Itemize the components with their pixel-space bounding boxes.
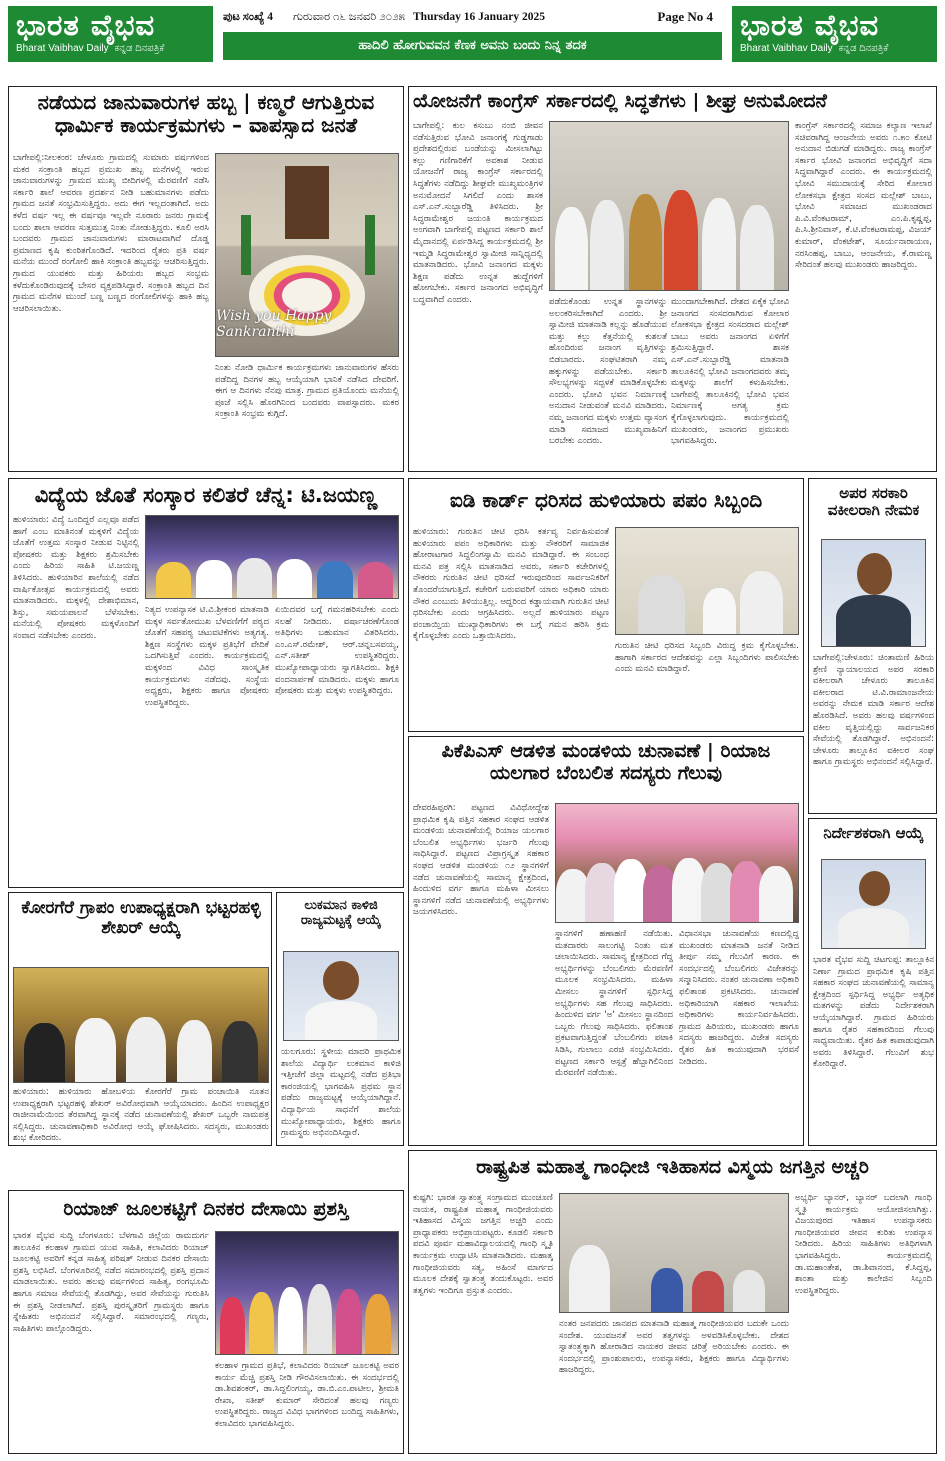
article-pkps-election: [408, 736, 804, 1146]
article-body-2: ನಿತ್ಯದ ಉಪನ್ಯಾಸಕ ಟಿ.ವಿ.ಶ್ರೀಕಂಠ ಮಾತನಾಡಿ ಮಕ್ಕಳ ಸರ್ವತೋಮುಖ ಬೆಳವಣಿಗೆಗೆ ಪಠ್ಯದ ಜೊತೆಗೆ ಸಹಪಠ್ಯ ಚಟುವಟಿಕೆಗಳು ಅತ್ಯಗತ್ಯ. ಶಿಕ್ಷಣ ಸಂಸ್ಥೆಗಳು ಮಕ್ಕಳ ಪ್ರತಿಭೆಗೆ ವೇದಿಕೆ ಒದಗಿಸುತ್ತಿವೆ ಎಂದರು. ಕಾರ್ಯಕ್ರಮದಲ್ಲಿ ಮಕ್ಕಳಿಂದ ವಿವಿಧ ಸಾಂಸ್ಕೃತಿಕ ಕಾರ್ಯಕ್ರಮಗಳು ನಡೆದವು. ಸಂಸ್ಥೆಯ ಅಧ್ಯಕ್ಷರು, ಶಿಕ್ಷಕರು ಹಾಗೂ ಪೋಷಕರು ಉಪಸ್ಥಿತರಿದ್ದರು.: [145, 605, 269, 708]
article-body-3: ಏಯಿದವರ ಬಗ್ಗೆ ಗಮನಹರಿಸಬೇಕು ಎಂದು ಸಲಹೆ ನೀಡಿದರು. ವರ್ಷಾಚರಣೆಗೊಂಡ ಅತಿಥಿಗಳು ಬಹುಮಾನ ವಿತರಿಸಿದರು. ಎಂ.ಎಸ್.ರಮೇಶ್, ಆರ್.ಚನ್ನಬಸವಯ್ಯ, ಎನ್.ಸತೀಶ್ ಉಪಸ್ಥಿತರಿದ್ದರು. ಮುಖ್ಯೋಪಾಧ್ಯಾಯರು ಸ್ವಾಗತಿಸಿದರು. ಶಿಕ್ಷಕಿ ವಂದನಾರ್ಪಣೆ ಮಾಡಿದರು. ಮಕ್ಕಳು ಹಾಗೂ ಪೋಷಕರು ಮತ್ತು ಮಕ್ಕಳು ಉಪಸ್ಥಿತರಿದ್ದರು.: [275, 605, 399, 697]
brand-subtitle: Bharat Vaibhav Daily ಕನ್ನಡ ದಿನಪತ್ರಿಕೆ: [16, 43, 165, 54]
headline: ಐಡಿ ಕಾರ್ಡ್ ಧರಿಸದ ಹುಳಿಯಾರು ಪಪಂ ಸಿಬ್ಬಂದಿ: [449, 488, 763, 512]
headline: ರಾಷ್ಟ್ರಪಿತ ಮಹಾತ್ಮ ಗಾಂಧೀಜಿ ಇತಿಹಾಸದ ವಿಸ್ಮಯ ಜಗತ್ತಿನ ಅಚ್ಚರಿ: [476, 1156, 869, 1178]
tagline: ಹಾದಿಲಿ ಹೋಗುವವನ ಕೆಣಕ ಅವನು ಬಂದು ನಿನ್ನ ತದಕ: [223, 32, 722, 60]
article-body-cont: ನಿಂತು ನೋಡಿ ಧಾರ್ಮಿಕ ಕಾರ್ಯಕ್ರಮಗಳು ಜಾನುವಾರುಗಳ ಹೆಸರು ಪಡೆದಿದ್ದ ದಿನಗಳ ಹಬ್ಬ ಆಯ್ಕೆಯಾಗಿ ಭಾನಿಕೆ ನಡೆಸಿದ ದೇವರಿಗೆ. ಈಗ ಆ ದಿನಗಳು ನೆನಪು ಮಾತ್ರ. ಗ್ರಾಮದ ಪ್ರತಿಯೊಂದು ಮನೆಯಲ್ಲಿ ಪೂಜೆ ಸಲ್ಲಿಸಿ ಹೊರಗಿನಿಂದ ಬಂದವರು ವಾಪಸ್ಸಾದರು. ಮಕರ ಸಂಕ್ರಾಂತಿ ಸಂಭ್ರಮ ಕುಗ್ಗಿದೆ.: [215, 363, 399, 420]
article-body-4: ಕಾಂಗ್ರೆಸ್ ಸರ್ಕಾರದಲ್ಲಿ ಸಮಾಜ ಕಲ್ಯಾಣ ಇಲಾಖೆ ಸಚಿವರಾಗಿದ್ದ ಆಂಜನೇಯ ಅವರು ೧.೫೦ ಕೋಟಿ ಅನುದಾನ ಬಿಡುಗಡೆ ಮಾಡಿದ್ದರು. ರಾಜ್ಯ ಕಾಂಗ್ರೆಸ್ ಸರ್ಕಾರ ಭೋವಿ ಜನಾಂಗದ ಅಭಿವೃದ್ಧಿಗೆ ಸದಾ ಸಿದ್ಧವಾಗಿದ್ದಾರೆ ಎಂದರು. ಈ ಕಾರ್ಯಕ್ರಮದಲ್ಲಿ ಭೋವಿ ಸಮುದಾಯಕ್ಕೆ ಸೇರಿದ ಕೋಲಾರ ಲೋಕಸಭಾ ಕ್ಷೇತ್ರದ ಸಂಸದ ಮಲ್ಲೇಶ್ ಬಾಬು, ಭೋವಿ ಸಮಾಜದ ಮುಖಂಡರಾದ ಪಿ.ವಿ.ವೆಂಕಟರಾಮ್, ಎಂ.ಪಿ.ಕೃಷ್ಣಪ್ಪ, ಪಿ.ಸಿ.ಶ್ರೀನಿವಾಸ್, ಕೆ.ಟಿ.ವೆಂಕಟರಾಮಪ್ಪ, ವಿಜಯ್ ಕುಮಾರ್, ವೆಂಕಟೇಶ್, ಸೂರ್ಯನಾರಾಯಣ, ನರಸಿಂಹಪ್ಪ, ಬಾಬು, ಆಂಜನೇಯ, ಕೆ.ರಾಮಣ್ಣ ಸೇರಿದಂತೆ ಹಲವು ಮುಖಂಡರು ಹಾಜರಿದ್ದರು.: [795, 121, 932, 271]
photo-memorandum: [615, 527, 799, 635]
brand-subtitle: Bharat Vaibhav Daily ಕನ್ನಡ ದಿನಪತ್ರಿಕೆ: [740, 43, 889, 54]
photo-rangoli: [215, 153, 399, 357]
article-body-3: ಅಭ್ಯರ್ಥಿ ಬ್ಯಾನರ್, ಬ್ಯಾನರ್ ಬದಲಾಗಿ ಗಾಂಧಿ ಸ್ಮೃತಿ ಕಾರ್ಯಕ್ರಮ ಆಯೋಜಿಸಲಾಗಿತ್ತು. ವಿಜಯಪುರದ ಇತಿಹಾಸ ಉಪನ್ಯಾಸಕರು ಗಾಂಧೀಜಿಯವರ ಜೀವನ ಕುರಿತು ಉಪನ್ಯಾಸ ನೀಡಿದರು. ಹಿರಿಯ ಸಾಹಿತಿಗಳು ಅತಿಥಿಗಳಾಗಿ ಭಾಗವಹಿಸಿದ್ದರು. ಕಾರ್ಯಕ್ರಮದಲ್ಲಿ ಡಾ.ಮಹಾಂತೇಶ, ಡಾ.ಶಿವಾನಂದ, ಕೆ.ಸಿದ್ದಪ್ಪ, ಶಾಂತಾ ಮತ್ತು ಕಾಲೇಜಿನ ಸಿಬ್ಬಂದಿ ಉಪಸ್ಥಿತರಿದ್ದರು.: [795, 1193, 932, 1296]
article-body: ಹುಳಿಯಾರು: ಗುರುತಿನ ಚೀಟಿ ಧರಿಸಿ ಕರ್ತವ್ಯ ನಿರ್ವಹಿಸುವಂತೆ ಹುಳಿಯಾರು ಪಪಂ ಅಧಿಕಾರಿಗಳು ಮತ್ತು ನೌಕರರಿಗೆ ಸಾಮಾಜಿಕ ಹೋರಾಟಗಾರ ಸಿದ್ದಲಿಂಗಸ್ವಾಮಿ ಮನವಿ ಮಾಡಿದ್ದಾರೆ. ಈ ಸಂಬಂಧ ಮನವಿ ಪತ್ರ ಸಲ್ಲಿಸಿ ಮಾತನಾಡಿದ ಅವರು, ಸರ್ಕಾರಿ ಕಚೇರಿಗಳಲ್ಲಿ ನೌಕರರು ಗುರುತಿನ ಚೀಟಿ ಧರಿಸದೆ ಇರುವುದರಿಂದ ಸಾರ್ವಜನಿಕರಿಗೆ ತೊಂದರೆಯಾಗುತ್ತಿದೆ. ಕಚೇರಿಗೆ ಬರುವವರಿಗೆ ಯಾರು ಅಧಿಕಾರಿ ಯಾರು ನೌಕರ ಎಂಬುದು ತಿಳಿಯುತ್ತಿಲ್ಲ. ಆದ್ದರಿಂದ ಕಡ್ಡಾಯವಾಗಿ ಗುರುತಿನ ಚೀಟಿ ಧರಿಸಬೇಕು ಎಂದು ಆಗ್ರಹಿಸಿದರು. ಅಲ್ಲದೆ ಹುಳಿಯಾರು ಪಟ್ಟಣ ಪಂಚಾಯ್ತಿಯ ಮುಖ್ಯಾಧಿಕಾರಿಗಳು ಈ ಬಗ್ಗೆ ಗಮನ ಹರಿಸಿ ಕ್ರಮ ಕೈಗೊಳ್ಳಬೇಕು ಎಂದು ಒತ್ತಾಯಿಸಿದರು.: [413, 527, 609, 642]
brand-name: ಭಾರತ ವೈಭವ: [740, 8, 880, 42]
headline: ವಿದ್ಯೆಯ ಜೊತೆ ಸಂಸ್ಕಾರ ಕಲಿತರೆ ಚೆನ್ನ: ಟಿ.ಜಯಣ್ಣ: [34, 483, 378, 507]
article-body: ದೇವರಹಿಪ್ಪರಗಿ: ಪಟ್ಟಣದ ವಿವಿಧೋದ್ದೇಶ ಪ್ರಾಥಮಿಕ ಕೃಷಿ ಪತ್ತಿನ ಸಹಕಾರ ಸಂಘದ ಆಡಳಿತ ಮಂಡಳಿಯ ಚುನಾವಣೆಯಲ್ಲಿ ರಿಯಾಜ ಯಲಗಾರ ಬೆಂಬಲಿತ ಅಭ್ಯರ್ಥಿಗಳು ಭರ್ಜರಿ ಗೆಲುವು ಸಾಧಿಸಿದ್ದಾರೆ. ಪಟ್ಟಣದ ವಿಪ್ರಾಗ್ರಸ್ಕೃತ ಸಹಕಾರ ಸಂಘದ ಆಡಳಿತ ಮಂಡಳಿಯ ೧೨ ಸ್ಥಾನಗಳಿಗೆ ನಡೆದ ಚುನಾವಣೆಯಲ್ಲಿ ಸಾಮಾನ್ಯ ಕ್ಷೇತ್ರದಿಂದ, ಹಿಂದುಳಿದ ವರ್ಗ ಹಾಗೂ ಮಹಿಳಾ ಮೀಸಲು ಸ್ಥಾನಗಳಿಗೆ ನಡೆದ ಚುನಾವಣೆಯಲ್ಲಿ ಅಭ್ಯರ್ಥಿಗಳು ಜಯಗಳಿಸಿದರು.: [413, 803, 549, 918]
article-body: ಕುಷ್ಟಗಿ: ಭಾರತ ಸ್ವಾತಂತ್ರ್ಯ ಸಂಗ್ರಾಮದ ಮುಂಚೂಣಿ ನಾಯಕ, ರಾಷ್ಟ್ರಪಿತ ಮಹಾತ್ಮ ಗಾಂಧೀಜಿಯವರು ಇತಿಹಾಸದ ವಿಸ್ಮಯ ಜಗತ್ತಿನ ಅಚ್ಚರಿ ಎಂದು ಪ್ರಾಧ್ಯಾಪಕರು ಅಭಿಪ್ರಾಯಪಟ್ಟರು. ಕೂಡಲಿ ಸರ್ಕಾರಿ ಪದವಿ ಪೂರ್ವ ಮಹಾವಿದ್ಯಾಲಯದಲ್ಲಿ ಗಾಂಧಿ ಸ್ಮೃತಿ ಕಾರ್ಯಕ್ರಮ ಉದ್ಘಾಟಿಸಿ ಮಾತನಾಡಿದರು. ಮಹಾತ್ಮ ಗಾಂಧೀಜಿಯವರು ಸತ್ಯ, ಅಹಿಂಸೆ ಮಾರ್ಗದ ಮೂಲಕ ದೇಶಕ್ಕೆ ಸ್ವಾತಂತ್ರ್ಯ ತಂದುಕೊಟ್ಟರು. ಅವರ ತತ್ವಗಳು ಇಂದಿಗೂ ಪ್ರಸ್ತುತ ಎಂದರು.: [413, 1193, 553, 1296]
headline: ಯೋಜನೆಗೆ ಕಾಂಗ್ರೆಸ್ ಸರ್ಕಾರದಲ್ಲಿ ಸಿದ್ಧತೆಗಳು | ಶೀಘ್ರ ಅನುಮೋದನೆ: [413, 90, 827, 112]
article-body-3: ಮುಂದಾಗಬೇಕಾಗಿದೆ. ದೇಶದ ಏಕೈಕ ಭೋವಿ ಜನಾಂಗದ ಸಂಸದರಾಗಿರುವ ಕೋಲಾರ ಲೋಕಸಭಾ ಕ್ಷೇತ್ರದ ಸಂಸದರಾದ ಮಲ್ಲೇಶ್ ಬಾಬು ಅವರು ಜನಾಂಗದ ಏಳಿಗೆಗೆ ಶ್ರಮಿಸುತ್ತಿದ್ದಾರೆ. ಶಾಸಕ ಎಸ್.ಎನ್.ಸುಬ್ಬಾರೆಡ್ಡಿ ಮಾತನಾಡಿ ತಾಲೂಕಿನಲ್ಲಿ ಭೋವಿ ಜನಾಂಗದವರು ತಮ್ಮ ಮಕ್ಕಳನ್ನು ಶಾಲೆಗೆ ಕಳುಹಿಸಬೇಕು. ಬಾಗೇಪಲ್ಲಿ ತಾಲೂಕಿನಲ್ಲಿ ಭೋವಿ ಭವನ ನಿರ್ಮಾಣಕ್ಕೆ ಅಗತ್ಯ ಕ್ರಮ ಕೈಗೊಳ್ಳಲಾಗುವುದು. ಕಾರ್ಯಕ್ರಮದಲ್ಲಿ ಮುಖಂಡರು, ಜನಾಂಗದ ಪ್ರಮುಖರು ಭಾಗವಹಿಸಿದ್ದರು.: [671, 297, 789, 447]
article-body: ಭಾರತ ವೈಭವ ಸುದ್ದಿ ಬೆಂಗಳೂರು: ಬೆಳಗಾವಿ ಜಿಲ್ಲೆಯ ರಾಮದುರ್ಗ ತಾಲೂಕಿನ ಕಲಹಾಳ ಗ್ರಾಮದ ಯುವ ಸಾಹಿತಿ, ಕಲಾವಿದರು ರಿಯಾಜ್ ಜೂಲಕಟ್ಟಿ ಅವರಿಗೆ ಕನ್ನಡ ಸಾಹಿತ್ಯ ಪರಿಷತ್ ನೀಡುವ ದಿನಕರ ದೇಸಾಯಿ ಪ್ರಶಸ್ತಿ ಲಭಿಸಿದೆ. ಬೆಂಗಳೂರಿನಲ್ಲಿ ನಡೆದ ಸಮಾರಂಭದಲ್ಲಿ ಪ್ರಶಸ್ತಿ ಪ್ರದಾನ ಮಾಡಲಾಯಿತು. ಅವರು ಹಲವು ವರ್ಷಗಳಿಂದ ಸಾಹಿತ್ಯ, ರಂಗಭೂಮಿ ಹಾಗೂ ಸಮಾಜ ಸೇವೆಯಲ್ಲಿ ತೊಡಗಿದ್ದು, ಅವರ ಸೇವೆಯನ್ನು ಗುರುತಿಸಿ ಈ ಪ್ರಶಸ್ತಿ ನೀಡಲಾಗಿದೆ. ಪ್ರಶಸ್ತಿ ಪುರಸ್ಕೃತರಿಗೆ ಗ್ರಾಮಸ್ಥರು ಹಾಗೂ ಸ್ನೇಹಿತರು ಅಭಿನಂದನೆ ಸಲ್ಲಿಸಿದ್ದಾರೆ. ಸಮಾರಂಭದಲ್ಲಿ ಗಣ್ಯರು, ಸಾಹಿತಿಗಳು ಪಾಲ್ಗೊಂಡಿದ್ದರು.: [13, 1231, 209, 1334]
article-body-cont: ಗುರುತಿನ ಚೀಟಿ ಧರಿಸದ ಸಿಬ್ಬಂದಿ ವಿರುದ್ಧ ಕ್ರಮ ಕೈಗೊಳ್ಳಬೇಕು. ಹಾಗಾಗಿ ಸರ್ಕಾರದ ಆದೇಶವನ್ನು ಎಲ್ಲಾ ಸಿಬ್ಬಂದಿಗಳು ಪಾಲಿಸಬೇಕು ಎಂದು ಮನವಿ ಮಾಡಿದ್ದಾರೆ.: [615, 641, 799, 675]
article-lawyer: [808, 478, 937, 814]
headline: ನಡೆಯದ ಜಾನುವಾರುಗಳ ಹಬ್ಬ | ಕಣ್ಮರೆ ಆಗುತ್ತಿರುವ ಧಾರ್ಮಿಕ ಕಾರ್ಯಕ್ರಮಗಳು – ವಾಪಸ್ಸಾದ ಜನತೆ: [37, 90, 375, 137]
page-label-kn: ಪುಟ ಸಂಖ್ಯೆ 4: [223, 10, 273, 23]
article-body-2: ನಂತರ ಜನಪದರು ಜಾನಪದ ಮಾತನಾಡಿ ಮಹಾತ್ಮ ಗಾಂಧೀಜಿಯವರ ಬದುಕೇ ಒಂದು ಸಂದೇಶ. ಯುವಜನತೆ ಅವರ ತತ್ವಗಳನ್ನು ಅಳವಡಿಸಿಕೊಳ್ಳಬೇಕು. ದೇಶದ ಸ್ವಾತಂತ್ರ್ಯಕ್ಕಾಗಿ ಹೋರಾಡಿದ ನಾಯಕರ ಜೀವನ ಚರಿತ್ರೆ ಅರಿಯಬೇಕು ಎಂದರು. ಈ ಸಂದರ್ಭದಲ್ಲಿ ಪ್ರಾಂಶುಪಾಲರು, ಉಪನ್ಯಾಸಕರು, ಶಿಕ್ಷಕರು ಹಾಗೂ ವಿದ್ಯಾರ್ಥಿಗಳು ಹಾಜರಿದ್ದರು.: [559, 1319, 789, 1376]
headline: ಅಪರ ಸರಕಾರಿ ವಕೀಲರಾಗಿ ನೇಮಕ: [827, 484, 920, 520]
article-body-cont: ಕಲಹಾಳ ಗ್ರಾಮದ ಪ್ರತಿಭೆ, ಕಲಾವಿದರು ರಿಯಾಜ್ ಜೂಲಕಟ್ಟಿ ಅವರ ಕಾರ್ಯ ಮೆಚ್ಚಿ ಪ್ರಶಸ್ತಿ ನೀಡಿ ಗೌರವಿಸಲಾಯಿತು. ಈ ಸಂದರ್ಭದಲ್ಲಿ ಡಾ.ಶಿವಶಂಕರ್, ಡಾ.ಸಿದ್ದಲಿಂಗಯ್ಯ, ಡಾ.ಬಿ.ಎಂ.ಪಾಟೀಲ, ಶ್ರೀಮತಿ ರೇಖಾ, ಸತೀಶ್ ಕುಮಾರ್ ಸೇರಿದಂತೆ ಹಲವು ಗಣ್ಯರು ಉಪಸ್ಥಿತರಿದ್ದರು. ರಾಜ್ಯದ ವಿವಿಧ ಭಾಗಗಳಿಂದ ಬಂದಿದ್ದ ಸಾಹಿತಿಗಳು, ಕಲಾವಿದರು ಭಾಗವಹಿಸಿದ್ದರು.: [215, 1361, 399, 1429]
article-cattle-festival: [8, 86, 404, 472]
brand-logo-left: [8, 6, 213, 62]
photo-award-ceremony: [215, 1231, 399, 1355]
article-body: ಭಾರತ ವೈಭವ ಸುದ್ದಿ ಚಿಟಗುಪ್ಪ: ತಾಲ್ಲೂಕಿನ ನಿರ್ಣಾ ಗ್ರಾಮದ ಪ್ರಾಥಮಿಕ ಕೃಷಿ ಪತ್ತಿನ ಸಹಕಾರ ಸಂಘದ ಚುನಾವಣೆಯಲ್ಲಿ ಸಾಮಾನ್ಯ ಕ್ಷೇತ್ರದಿಂದ ಸ್ಪರ್ಧಿಸಿದ್ದ ಅಭ್ಯರ್ಥಿ ಅತ್ಯಧಿಕ ಮತಗಳನ್ನು ಪಡೆದು ನಿರ್ದೇಶಕರಾಗಿ ಆಯ್ಕೆಯಾಗಿದ್ದಾರೆ. ಗ್ರಾಮದ ಹಿರಿಯರು ಹಾಗೂ ರೈತರ ಸಹಕಾರದಿಂದ ಗೆಲುವು ಸಾಧ್ಯವಾಯಿತು. ರೈತರ ಹಿತ ಕಾಪಾಡುವುದಾಗಿ ಅವರು ತಿಳಿಸಿದ್ದಾರೆ. ಗೆಲುವಿಗೆ ಶುಭ ಕೋರಿದ್ದಾರೆ.: [813, 955, 934, 1070]
photo-gandhi-seminar: [559, 1193, 789, 1313]
photo-congress-event: [549, 121, 789, 291]
article-body: ಯಲಗೂರು: ಸ್ಥಳೀಯ ಮಾದರಿ ಪ್ರಾಥಮಿಕ ಶಾಲೆಯ ವಿದ್ಯಾರ್ಥಿ ಲುಕಮಾನ ಕಾಳಿಜಿ ಇತ್ತೀಚೆಗೆ ಜಿಲ್ಲಾ ಮಟ್ಟದಲ್ಲಿ ನಡೆದ ಪ್ರತಿಭಾ ಕಾರಂಜಿಯಲ್ಲಿ ಭಾಗವಹಿಸಿ ಪ್ರಥಮ ಸ್ಥಾನ ಪಡೆದು ರಾಜ್ಯಮಟ್ಟಕ್ಕೆ ಆಯ್ಕೆಯಾಗಿದ್ದಾನೆ. ವಿದ್ಯಾರ್ಥಿಯ ಸಾಧನೆಗೆ ಶಾಲೆಯ ಮುಖ್ಯೋಪಾಧ್ಯಾಯರು, ಶಿಕ್ಷಕರು ಹಾಗೂ ಗ್ರಾಮಸ್ಥರು ಅಭಿನಂದಿಸಿದ್ದಾರೆ.: [281, 1047, 401, 1139]
article-body-3: ವಿಧಾನಸಭಾ ಚುನಾವಣೆಯ ಕಣದಲ್ಲಿದ್ದ ಮುಖಂಡರು ಮಾತನಾಡಿ ಜನತೆ ನೀಡಿದ ತೀರ್ಪು ನಮ್ಮ ಗೆಲುವಿಗೆ ಕಾರಣ. ಈ ಸಂದರ್ಭದಲ್ಲಿ ಬೆಂಬಲಿಗರು ವಿಜೇತರನ್ನು ಸನ್ಮಾನಿಸಿದರು. ನಂತರ ಚುನಾವಣಾ ಅಧಿಕಾರಿ ಫಲಿತಾಂಶ ಪ್ರಕಟಿಸಿದರು. ಚುನಾವಣೆ ಅಧಿಕಾರಿಯಾಗಿ ಸಹಕಾರ ಇಲಾಖೆಯ ಅಧಿಕಾರಿಗಳು ಕಾರ್ಯನಿರ್ವಹಿಸಿದರು. ಗ್ರಾಮದ ಹಿರಿಯರು, ಮುಖಂಡರು ಹಾಗೂ ಸದಸ್ಯರು ಹಾಜರಿದ್ದರು. ವಿಜೇತ ಸದಸ್ಯರು ರೈತರ ಹಿತ ಕಾಯುವುದಾಗಿ ಭರವಸೆ ನೀಡಿದರು.: [679, 929, 799, 1067]
issue-meta: [223, 6, 722, 28]
headline: ನಿರ್ದೇಶಕರಾಗಿ ಆಯ್ಕೆ: [823, 824, 924, 842]
article-body: ಹುಳಿಯಾರು: ವಿದ್ಯೆ ಒಂದಿದ್ದರೆ ಎಲ್ಲವೂ ಪಡೆದ ಹಾಗೆ ಎಂಬ ಮಾತಿನಂತೆ ಮಕ್ಕಳಿಗೆ ವಿದ್ಯೆಯ ಜೊತೆಗೆ ಉತ್ತಮ ಸಂಸ್ಕಾರ ನೀಡುವ ನಿಟ್ಟಿನಲ್ಲಿ ಪೋಷಕರು ಮತ್ತು ಶಿಕ್ಷಕರು ಶ್ರಮಿಸಬೇಕು ಎಂದು ಹಿರಿಯ ಸಾಹಿತಿ ಟಿ.ಜಯಣ್ಣ ತಿಳಿಸಿದರು. ಹುಳಿಯಾರಿನ ಶಾಲೆಯಲ್ಲಿ ನಡೆದ ವಾರ್ಷಿಕೋತ್ಸವ ಕಾರ್ಯಕ್ರಮದಲ್ಲಿ ಅವರು ಮಾತನಾಡಿದರು. ಮಕ್ಕಳಲ್ಲಿ ದೇಶಾಭಿಮಾನ, ಶಿಸ್ತು, ಸಮಯಪಾಲನೆ ಬೆಳೆಸಬೇಕು. ಮನೆಯಲ್ಲಿ ಪೋಷಕರು ಮಕ್ಕಳೊಂದಿಗೆ ಸಂವಾದ ನಡೆಸಬೇಕು ಎಂದರು.: [13, 515, 139, 641]
article-director: [808, 818, 937, 1146]
article-congress-plan: [408, 86, 937, 472]
photo-director-portrait: [821, 859, 926, 949]
article-body: ಹುಳಿಯಾರು: ಹುಳಿಯಾರು ಹೋಬಳಿಯ ಕೋರಗೆರೆ ಗ್ರಾಮ ಪಂಚಾಯಿತಿ ನೂತನ ಉಪಾಧ್ಯಕ್ಷರಾಗಿ ಭಟ್ಟರಹಳ್ಳಿ ಶೇಖರ್ ಅವಿರೋಧವಾಗಿ ಆಯ್ಕೆಯಾದರು. ಹಿಂದಿನ ಉಪಾಧ್ಯಕ್ಷರ ರಾಜೀನಾಮೆಯಿಂದ ತೆರವಾಗಿದ್ದ ಸ್ಥಾನಕ್ಕೆ ನಡೆದ ಚುನಾವಣೆಯಲ್ಲಿ ಶೇಖರ್ ಒಬ್ಬರೇ ನಾಮಪತ್ರ ಸಲ್ಲಿಸಿದ್ದರು. ಚುನಾವಣಾಧಿಕಾರಿ ಅವಿರೋಧ ಆಯ್ಕೆ ಘೋಷಿಸಿದರು. ಸದಸ್ಯರು, ಮುಖಂಡರು ಶುಭ ಕೋರಿದರು.: [13, 1087, 269, 1143]
article-gandhi: [408, 1150, 937, 1454]
headline: ರಿಯಾಜ್ ಜೂಲಕಟ್ಟಿಗೆ ದಿನಕರ ದೇಸಾಯಿ ಪ್ರಶಸ್ತಿ: [63, 1198, 349, 1220]
article-id-card: [408, 478, 804, 732]
masthead: [8, 6, 937, 64]
photo-felicitation: [13, 967, 269, 1083]
article-riyaz-award: [8, 1190, 404, 1454]
page-number: Page No 4: [657, 9, 713, 24]
photo-lawyer-portrait: [821, 539, 926, 647]
headline: ಲುಕಮಾನ ಕಾಳಿಜಿ ರಾಜ್ಯಮಟ್ಟಕ್ಕೆ ಆಯ್ಕೆ: [300, 898, 382, 928]
article-koregere: [8, 892, 272, 1146]
article-lukman: [276, 892, 404, 1146]
photo-caption-text: Wish you Happy Sankranthi: [216, 307, 332, 340]
photo-school-event: [145, 515, 399, 599]
article-education: [8, 478, 404, 888]
photo-election-crowd: [555, 803, 799, 923]
headline: ಪಿಕೆಪಿಎಸ್ ಆಡಳಿತ ಮಂಡಳಿಯ ಚುನಾವಣೆ | ರಿಯಾಜ ಯಲಗಾರ ಬೆಂಬಲಿತ ಸದಸ್ಯರು ಗೆಲುವು: [441, 740, 771, 784]
article-body-2: ಪಡೆದುಕೊಂಡು ಉನ್ನತ ಸ್ಥಾನಗಳನ್ನು ಅಲಂಕರಿಸಬೇಕಾಗಿದೆ ಎಂದರು. ಶ್ರೀ ಸ್ವಾಮೀಜಿ ಮಾತನಾಡಿ ಕಲ್ಲನ್ನು ಹೊಡೆಯುವ ಮತ್ತು ಕಲ್ಲು ಕೆತ್ತನೆಯಲ್ಲಿ ಕುಶಲತೆ ಹೊಂದಿರುವ ಜನಾಂಗ ವೃತ್ತಿಗಳನ್ನು ಬಿಡಬಾರದು. ಸಂಘಟಿತರಾಗಿ ನಮ್ಮ ಹಕ್ಕುಗಳನ್ನು ಪಡೆಯಬೇಕು. ಸರ್ಕಾರಿ ಸೌಲಭ್ಯಗಳನ್ನು ಸದ್ಬಳಕೆ ಮಾಡಿಕೊಳ್ಳಬೇಕು ಎಂದರು. ಭೋವಿ ಭವನ ನಿರ್ಮಾಣಕ್ಕೆ ಅನುದಾನ ನೀಡುವಂತೆ ಮನವಿ ಮಾಡಿದರು. ನಮ್ಮ ಜನಾಂಗದ ಮಕ್ಕಳು ಉತ್ತಮ ವ್ಯಾಸಂಗ ಮಾಡಿ ಸಮಾಜದ ಮುಖ್ಯವಾಹಿನಿಗೆ ಬರಬೇಕು ಎಂದರು.: [549, 297, 667, 447]
headline: ಕೋರಗೆರೆ ಗ್ರಾಪಂ ಉಪಾಧ್ಯಕ್ಷರಾಗಿ ಭಟ್ಟರಹಳ್ಳಿ ಶೇಖರ್ ಆಯ್ಕೆ: [21, 898, 261, 938]
brand-name: ಭಾರತ ವೈಭವ: [16, 8, 156, 42]
date-kn: ಗುರುವಾರ ೧೬ ಜನವರಿ ೨೦೨೫: [293, 10, 405, 23]
article-body: ಬಾಗೇಪಲ್ಲಿ:ಚೇಳೂರು: ಚಿಂತಾಮಣಿ ಹಿರಿಯ ಶ್ರೇಣಿ ನ್ಯಾಯಾಲಯದ ಅಪರ ಸರಕಾರಿ ವಕೀಲರಾಗಿ ಚೇಳೂರು ತಾಲೂಕಿನ ವಕೀಲರಾದ ಟಿ.ವಿ.ರಾಮಾಂಜನೇಯ ಅವರನ್ನು ನೇಮಕ ಮಾಡಿ ಸರ್ಕಾರ ಆದೇಶ ಹೊರಡಿಸಿದೆ. ಅವರು ಹಲವು ವರ್ಷಗಳಿಂದ ವಕೀಲ ವೃತ್ತಿಯಲ್ಲಿದ್ದು ಸಾರ್ವಜನಿಕರ ಸೇವೆಯಲ್ಲಿ ತೊಡಗಿದ್ದಾರೆ. ಅಭಿನಂದನೆ: ಚೇಳೂರು ತಾಲ್ಲೂಕಿನ ವಕೀಲರ ಸಂಘ ಹಾಗೂ ಗ್ರಾಮಸ್ಥರು ಅಭಿನಂದನೆ ಸಲ್ಲಿಸಿದ್ದಾರೆ.: [813, 653, 934, 768]
article-body: ಬಾಗೇಪಲ್ಲಿ: ಕುಲ ಕಸುಬು ನಂಬಿ ಜೀವನ ನಡೆಸುತ್ತಿರುವ ಭೋವಿ ಜನಾಂಗಕ್ಕೆ ಗುಡ್ಡಗಾಡು ಪ್ರದೇಶದಲ್ಲಿರುವ ಬಂಡೆಯನ್ನು ಮೀಸಲಾಗಿಟ್ಟು ಕಲ್ಲು ಗಣಿಗಾರಿಕೆಗೆ ಅವಕಾಶ ನೀಡುವ ಯೋಜನೆಗೆ ರಾಜ್ಯ ಕಾಂಗ್ರೆಸ್ ಸರ್ಕಾರದಲ್ಲಿ ಸಿದ್ಧತೆಗಳು ನಡೆದಿದ್ದು ಶೀಘ್ರವೇ ಮುಖ್ಯಮಂತ್ರಿಗಳ ಅನುಮೋದನೆ ಸಿಗಲಿದೆ ಎಂದು ಶಾಸಕ ಎಸ್.ಎನ್.ಸುಬ್ಬಾರೆಡ್ಡಿ ತಿಳಿಸಿದರು. ಶ್ರೀ ಸಿದ್ಧರಾಮೇಶ್ವರ ಜಯಂತಿ ಕಾರ್ಯಕ್ರಮದ ಅಂಗವಾಗಿ ಬಾಗೇಪಲ್ಲಿ ಪಟ್ಟಣದ ಸರ್ಕಾರಿ ಶಾಲೆ ಮೈದಾನದಲ್ಲಿ ಏರ್ಪಡಿಸಿದ್ದ ಕಾರ್ಯಕ್ರಮದಲ್ಲಿ ಶ್ರೀ ಇಮ್ಮಡಿ ಸಿದ್ಧರಾಮೇಶ್ವರ ಸ್ವಾಮೀಜಿ ಸಾನ್ನಿಧ್ಯದಲ್ಲಿ ಮಾತನಾಡಿದರು. ಭೋವಿ ಜನಾಂಗದ ಮಕ್ಕಳು ಶಿಕ್ಷಣ ಪಡೆದು ಉನ್ನತ ಹುದ್ದೆಗಳಿಗೆ ಹೋಗಬೇಕು. ಸರ್ಕಾರ ಜನಾಂಗದ ಅಭಿವೃದ್ಧಿಗೆ ಬದ್ಧವಾಗಿದೆ ಎಂದರು.: [413, 121, 543, 305]
article-body: ಬಾಗೇಪಲ್ಲಿ:ನೀಲಕಂಠ: ಚೇಳೂರು ಗ್ರಾಮದಲ್ಲಿ ಸುಮಾರು ವರ್ಷಗಳಿಂದ ಮಕರ ಸಂಕ್ರಾಂತಿ ಹಬ್ಬದ ಪ್ರಮುಖ ಹಬ್ಬ ಮನೆಗಳಲ್ಲಿ ಇರುವ ಜಾನುವಾರುಗಳನ್ನು ಗ್ರಾಮದ ಮುಖ್ಯ ಬೀದಿಗಳಲ್ಲಿ ಮೆರವಣಿಗೆ ನಡೆಸಿ ಸರ್ಕಾರಿ ಶಾಲೆ ಆವರಣ ಪ್ರದರ್ಶನ ನೀಡಿ ಬಹುಮಾನಗಳು ಪಡೆದು ಗ್ರಾಮದ ಜನತೆ ಸಂಭ್ರಮಿಸುತ್ತಿದ್ದರು. ಅದು ಈಗ ಇಲ್ಲದಂತಾಗಿದೆ. ಅದು ಕಳೆದ ವರ್ಷ ಇಲ್ಲ ಈ ವರ್ಷವೂ ಇಲ್ಲವೇ ನೂರಾರು ಜನರು ಗ್ರಾಮಕ್ಕೆ ಬಂದು ಶಾಲಾ ಆವರಣ ಸುತ್ತಮುತ್ತ ನಿಂತು ನೋಡುತ್ತಿದ್ದರು. ಕೂಲಿ ಅರಸಿ ಬಂದವರು ಗ್ರಾಮದ ಜಾನುವಾರುಗಳು ಮಾರಾಟವಾಗಿವೆ ದೊಡ್ಡ ಪ್ರಮಾಣದ ಕೃಷಿ ಕುಂಠಿತಗೊಂಡಿದೆ. ಇದರಿಂದ ರೈತರು ಪ್ರತಿ ವರ್ಷ ಮನೆಯ ಮುಂದೆ ರಂಗೋಲಿ ಹಾಕಿ ಸಂಕ್ರಾಂತಿ ಹಬ್ಬವನ್ನು ಆಚರಿಸುತ್ತಿದ್ದರು. ಗ್ರಾಮದ ಯುವಕರು ಮತ್ತು ಹಿರಿಯರು ಹಬ್ಬದ ಸಂಭ್ರಮ ಕಳೆದುಕೊಂಡಿರುವುದಕ್ಕೆ ಬೇಸರ ವ್ಯಕ್ತಪಡಿಸಿದ್ದಾರೆ. ಸಂಕ್ರಾಂತಿ ಹಬ್ಬದ ದಿನ ಗ್ರಾಮದ ಮನೆಗಳ ಮುಂದೆ ಬಣ್ಣ ಬಣ್ಣದ ರಂಗೋಲಿಗಳನ್ನು ಹಾಕಿ ಹಬ್ಬ ಆಚರಿಸಲಾಯಿತು.: [13, 153, 209, 314]
brand-logo-right: [732, 6, 937, 62]
date-en: Thursday 16 January 2025: [413, 11, 545, 23]
article-body-2: ಸ್ಥಾನಗಳಿಗೆ ಹಣಾಹಣಿ ನಡೆಯಿತು. ಮತದಾರರು ಸಾಲುಗಟ್ಟಿ ನಿಂತು ಮತ ಚಲಾಯಿಸಿದರು. ಸಾಮಾನ್ಯ ಕ್ಷೇತ್ರದಿಂದ ಗೆದ್ದ ಅಭ್ಯರ್ಥಿಗಳನ್ನು ಬೆಂಬಲಿಗರು ಮೆರವಣಿಗೆ ಮೂಲಕ ಸಂಭ್ರಮಿಸಿದರು. ಮಹಿಳಾ ಮೀಸಲು ಸ್ಥಾನಗಳಿಗೆ ಸ್ಪರ್ಧಿಸಿದ್ದ ಅಭ್ಯರ್ಥಿಗಳು ಸಹ ಗೆಲುವು ಸಾಧಿಸಿದರು. ಹಿಂದುಳಿದ ವರ್ಗ 'ಅ' ಮೀಸಲು ಸ್ಥಾನದಿಂದ ಒಬ್ಬರು ಗೆಲುವು ಸಾಧಿಸಿದರು. ಫಲಿತಾಂಶ ಪ್ರಕಟವಾಗುತ್ತಿದ್ದಂತೆ ಬೆಂಬಲಿಗರು ಪಟಾಕಿ ಸಿಡಿಸಿ, ಗುಲಾಲು ಎರಚಿ ಸಂಭ್ರಮಿಸಿದರು. ಪಟ್ಟಣದ ಸರ್ಕಾರಿ ಆಸ್ಪತ್ರೆ ಹೆಬ್ಬಾಗಿಲಿನಿಂದ ಮೆರವಣಿಗೆ ನಡೆಯಿತು.: [555, 929, 673, 1079]
photo-student-portrait: [283, 951, 399, 1041]
